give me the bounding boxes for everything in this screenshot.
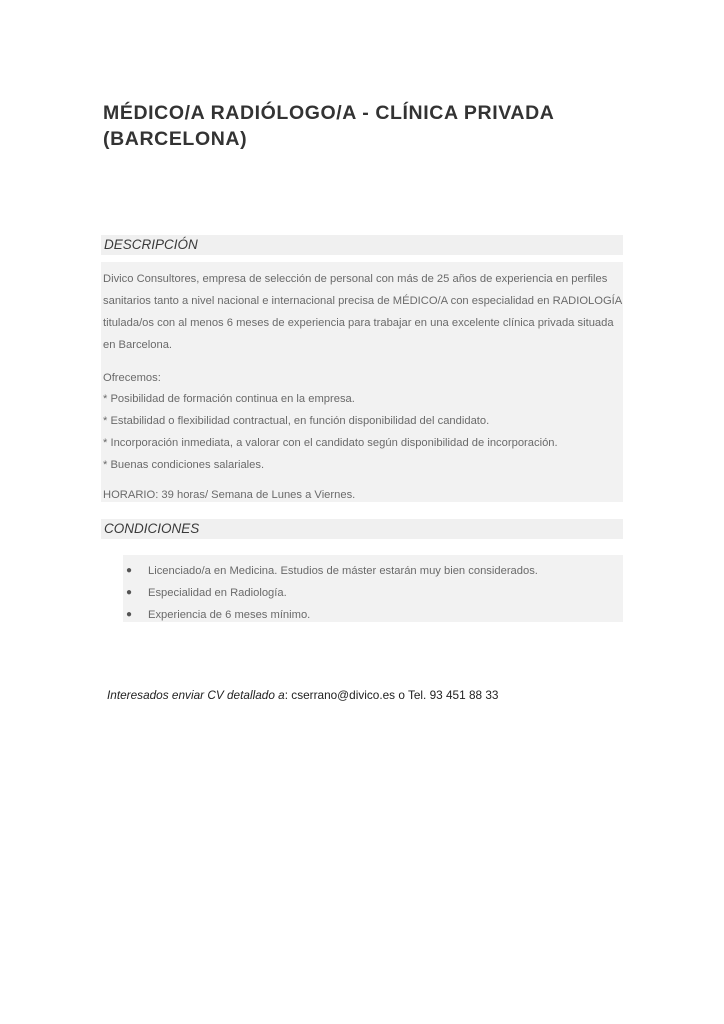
description-heading: DESCRIPCIÓN — [101, 235, 623, 255]
offer-item: * Posibilidad de formación continua en la empresa. — [103, 393, 355, 405]
condition-text: Licenciado/a en Medicina. Estudios de máster estarán muy bien considerados. — [148, 565, 538, 577]
bullet-icon: ● — [126, 565, 133, 576]
description-intro: Divico Consultores, empresa de selección de personal con más de 25 años de experiencia en perfiles sanitarios tanto a nivel nacional e internacional precisa de MÉDICO/A con especialidad en RADIOLOGÍA titulada/os con al menos 6 meses de experiencia para trabajar en una excelente clínica privada situada en Barcelona. — [103, 273, 622, 351]
contact-lead: Interesados enviar CV detallado a — [107, 688, 285, 702]
condition-text: Especialidad en Radiología. — [148, 587, 287, 599]
condition-item — [123, 560, 623, 582]
bullet-icon: ● — [126, 609, 133, 620]
offer-list — [103, 388, 623, 476]
contact-details[interactable]: : cserrano@divico.es o Tel. 93 451 88 33 — [284, 688, 499, 702]
bullet-icon: ● — [126, 587, 133, 598]
condition-text: Experiencia de 6 meses mínimo. — [148, 609, 311, 621]
page-title: MÉDICO/A RADIÓLOGO/A - CLÍNICA PRIVADA (BARCELONA) — [103, 102, 554, 150]
offer-item: * Incorporación inmediata, a valorar con el candidato según disponibilidad de incorporación. — [103, 437, 558, 449]
contact-line — [107, 686, 627, 704]
offer-item: * Estabilidad o flexibilidad contractual, en función disponibilidad del candidato. — [103, 415, 490, 427]
condition-item — [123, 582, 623, 604]
condition-item — [123, 604, 623, 626]
offer-intro: Ofrecemos: — [103, 372, 161, 384]
offer-item: * Buenas condiciones salariales. — [103, 459, 265, 471]
schedule-text: HORARIO: 39 horas/ Semana de Lunes a Viernes. — [103, 489, 356, 501]
conditions-list — [123, 560, 623, 626]
conditions-heading: CONDICIONES — [101, 519, 623, 539]
